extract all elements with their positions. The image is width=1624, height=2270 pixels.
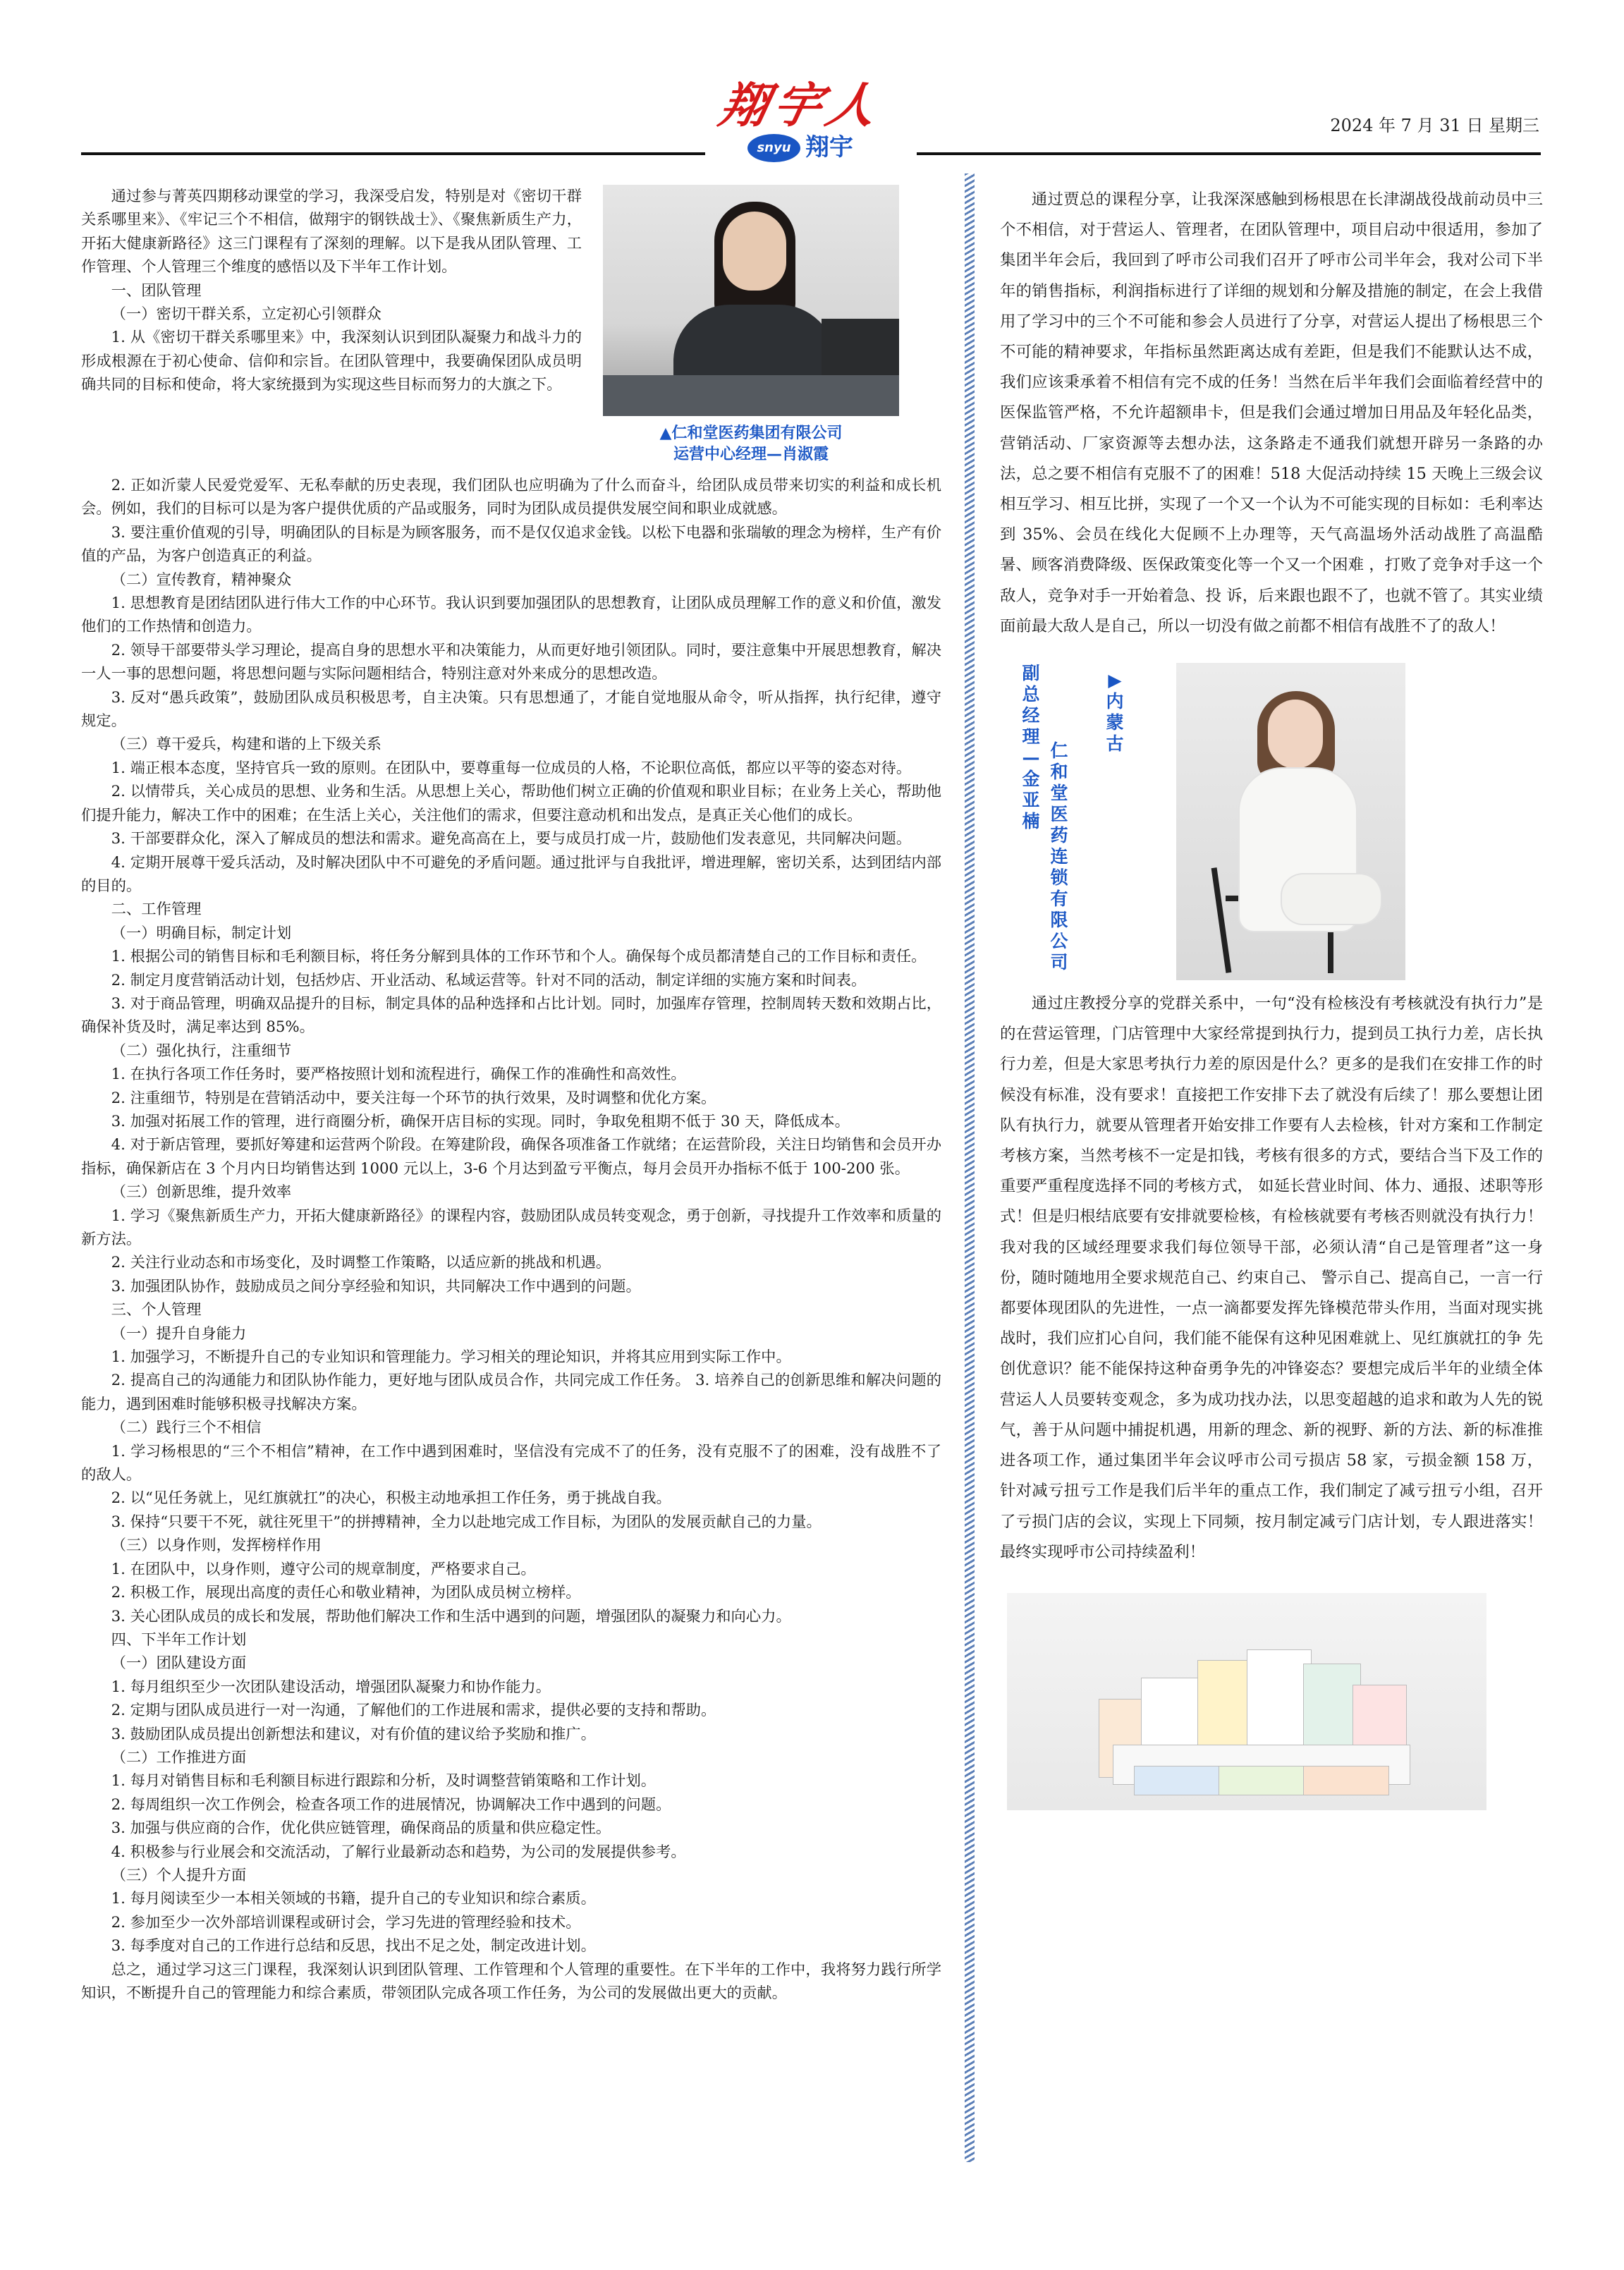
left-body-paragraph: 2. 正如沂蒙人民爱党爱军、无私奉献的历史表现，我们团队也应明确为了什么而奋斗，给团队成员带来切实的利益和成长机会。例如，我们的目标可以是为客户提供优质的产品或服务，同时为团队成员提供发展空间和职业成就感。 bbox=[81, 477, 941, 518]
left-body-paragraph: 2. 参加至少一次外部培训课程或研讨会，学习先进的管理经验和技术。 bbox=[111, 1913, 581, 1932]
left-body-paragraph: 3. 保持“只要干不死，就往死里干”的拼搏精神，全力以赴地完成工作目标，为团队的发展贡献自己的力量。 bbox=[111, 1513, 822, 1531]
product-photo bbox=[1007, 1593, 1486, 1810]
left-body-paragraph: 2. 定期与团队成员进行一对一沟通，了解他们的工作进展和需求，提供必要的支持和帮助。 bbox=[111, 1702, 716, 1720]
left-body-paragraph: （三）尊干爱兵，构建和谐的上下级关系 bbox=[111, 736, 381, 754]
left-body-paragraph: （二）工作推进方面 bbox=[111, 1748, 247, 1766]
left-body-paragraph: 1. 加强学习，不断提升自己的专业知识和管理能力。学习相关的理论知识，并将其应用到实际工作中。 bbox=[111, 1348, 791, 1367]
left-body bbox=[81, 474, 941, 2005]
left-body-paragraph: 4. 定期开展尊干爱兵活动，及时解决团队中不可避免的矛盾问题。通过批评与自我批评，增进理解，密切关系，达到团结内部的目的。 bbox=[81, 853, 941, 895]
left-body-paragraph: 1. 在执行各项工作任务时，要严格按照计划和流程进行，确保工作的准确性和高效性。 bbox=[111, 1066, 686, 1084]
vcaption-region: ▶内蒙古 bbox=[1106, 670, 1124, 755]
left-body-paragraph: 2. 关注行业动态和市场变化，及时调整工作策略，以适应新的挑战和机遇。 bbox=[111, 1254, 611, 1272]
left-body-paragraph: 3. 反对“愚兵政策”，鼓励团队成员积极思考，自主决策。只有思想通了，才能自觉地服从命令，听从指挥，执行纪律，遵守规定。 bbox=[81, 688, 941, 731]
left-body-paragraph: 1. 思想教育是团结团队进行伟大工作的中心环节。我认识到要加强团队的思想教育，让团队成员理解工作的意义和价值，激发他们的工作热情和创造力。 bbox=[81, 594, 941, 636]
left-body-paragraph: 3. 加强团队协作，鼓励成员之间分享经验和知识，共同解决工作中遇到的问题。 bbox=[111, 1277, 641, 1295]
left-column bbox=[81, 185, 941, 2005]
left-body-paragraph: 2. 提高自己的沟通能力和团队协作能力，更好地与团队成员合作，共同完成工作任务。 3. 培养自己的创新思维和解决问题的能力，遇到困难时能够积极寻找解决方案。 bbox=[81, 1372, 941, 1413]
portrait-photo-xiao bbox=[603, 185, 899, 416]
left-body-paragraph: 2. 制定月度营销活动计划，包括炒店、开业活动、私域运营等。针对不同的活动，制定详细的实施方案和时间表。 bbox=[111, 971, 867, 989]
vcaption-person: 副总经理—金亚楠 bbox=[1022, 663, 1040, 832]
section-heading: 一、团队管理 bbox=[111, 281, 202, 300]
left-body-paragraph: 三、个人管理 bbox=[111, 1301, 202, 1319]
left-body-paragraph: 4. 对于新店管理，要抓好筹建和运营两个阶段。在筹建阶段，确保各项准备工作就绪；在运营阶段，关注日均销售和会员开办指标，确保新店在 3 个月内日均销售达到 1000 元以上，3-6 个月达到盈亏平衡点，每月会员开办指标不低于 100-200 张。 bbox=[81, 1136, 941, 1178]
masthead bbox=[0, 0, 1624, 169]
left-body-paragraph: 2. 每周组织一次工作例会，检查各项工作的进展情况，协调解决工作中遇到的问题。 bbox=[111, 1795, 671, 1814]
left-body-paragraph: （一）明确目标，制定计划 bbox=[111, 924, 292, 942]
left-body-paragraph: 3. 加强对拓展工作的管理，进行商圈分析，确保开店目标的实现。同时，争取免租期不低于 30 天，降低成本。 bbox=[111, 1112, 850, 1130]
right-paragraph-2: 通过庄教授分享的党群关系中，一句“没有检核没有考核就没有执行力”是的在营运管理，门店管理中大家经常提到执行力，提到员工执行力差，店长执行力差，但是大家思考执行力差的原因是什么？更多的是我们在安排工作的时候没有标准，没有要求！直接把工作安排下去了就没有后续了！那么要想让团队有执行力，就要从管理者开始安排工作要有人去检核，针对方案和工作制定考核方案，当然考核不一定是扣钱，考核有很多的方式，要结合当下及工作的重要严重程度选择不同的考核方式， 如延长营业时间、体力、通报、述职等形式！但是归根结底要有安排就要检核，有检核就要有考核否则就没有执行力！我对我的区域经理要求我们每位领导干部，必须认清“自己是管理者”这一身份，随时随地用全要求规范自己、约束自己、 警示自己、提高自己，一言一行都要体现团队的先进性，一点一滴都要发挥先锋模范带头作用，当面对现实挑战时，我们应扪心自问，我们能不能保有这种见困难就上、见红旗就扛的争 先创优意识？能不能保持这种奋勇争先的冲锋姿态？要想完成后半年的业绩全体营运人人员要转变观念，多为成功找办法，以思变超越的追求和敢为人先的锐气，善于从问题中捕捉机遇，用新的理念、新的视野、新的方法、新的标准推进各项工作，通过集团半年会议呼市公司亏损店 58 家，亏损金额 158 万，针对减亏扭亏工作是我们后半年的重点工作，我们制定了减亏扭亏小组，召开了亏损门店的会议，实现上下同频，按月制定减亏门店计划，专人跟进落实！最终实现呼市公司持续盈利！ bbox=[1000, 994, 1543, 1561]
brand-script-title: 翔宇人 bbox=[714, 78, 887, 134]
intro-text-block bbox=[81, 185, 582, 397]
left-body-paragraph: 1. 在团队中，以身作则，遵守公司的规章制度，严格要求自己。 bbox=[111, 1560, 536, 1578]
photo-caption-person: 运营中心经理—肖淑霞 bbox=[673, 446, 829, 463]
left-body-paragraph: 1. 端正根本态度，坚持官兵一致的原则。在团队中，要尊重每一位成员的人格，不论职位高低，都应以平等的姿态对待。 bbox=[111, 759, 912, 777]
left-body-paragraph: 3. 对于商品管理，明确双品提升的目标，制定具体的品种选择和占比计划。同时，加强库存管理，控制周转天数和效期占比，确保补货及时，满足率达到 85%。 bbox=[81, 994, 941, 1037]
body-paragraph: 1. 从《密切干群关系哪里来》中，我深刻认识到团队凝聚力和战斗力的形成根源在于初心使命、信仰和宗旨。在团队管理中，我要确保团队成员明确共同的目标和使命，将大家统摄到为实现这些目标而努力的大旗之下。 bbox=[81, 329, 582, 394]
left-body-paragraph: （三）以身作则，发挥榜样作用 bbox=[111, 1537, 322, 1555]
brand-logo-icon: snyu bbox=[747, 134, 800, 162]
left-body-paragraph: 1. 每月对销售目标和毛利额目标进行跟踪和分析，及时调整营销策略和工作计划。 bbox=[111, 1772, 657, 1790]
left-body-paragraph: 3. 要注重价值观的引导，明确团队的目标是为顾客服务，而不是仅仅追求金钱。以松下电器和张瑞敏的理念为榜样，生产有价值的产品，为客户创造真正的利益。 bbox=[81, 523, 941, 566]
portrait-photo-jin bbox=[1176, 663, 1405, 980]
right-paragraph-1: 通过贾总的课程分享，让我深深感触到杨根思在长津湖战役战前动员中三个不相信，对于营运人、管理者，在团队管理中，项目启动中很适用，参加了集团半年会后，我回到了呼市公司我们召开了呼市公司半年会，我对公司下半年的销售指标，利润指标进行了详细的规划和分解及措施的制定，在会上我借用了学习中的三个不可能和参会人员进行了分享，对营运人提出了杨根思三个不可能的精神要求，年指标虽然距离达成有差距，但是我们不能默认达不成，我们应该秉承着不相信有完不成的任务！当然在后半年我们会面临着经营中的医保监管严格，不允许超额串卡，但是我们会通过增加日用品及年轻化品类，营销活动、厂家资源等去想办法，这条路走不通我们就想开辟另一条路的办法，总之要不相信有克服不了的困难！518 大促活动持续 15 天晚上三级会议相互学习、相互比拼，实现了一个又一个认为不可能实现的目标如：毛利率达到 35%、会员在线化大促顾不上办理等，天气高温场外活动战胜了高温酷暑、顾客消费降级、医保政策变化等一个又一个困难 ，打败了竞争对手这一个敌人，竞争对手一开始着急、投 诉，后来跟也跟不了，也就不管了。其实业绩面前最大敌人是自己，所以一切没有做之前都不相信有战胜不了的敌人！ bbox=[1000, 190, 1543, 635]
left-body-paragraph: 3. 鼓励团队成员提出创新想法和建议，对有价值的建议给予奖励和推广。 bbox=[111, 1725, 596, 1743]
portrait-block-jin bbox=[1000, 663, 1543, 980]
subsection-heading: （一）密切干群关系，立定初心引领群众 bbox=[111, 305, 381, 324]
left-body-paragraph: 2. 注重细节，特别是在营销活动中，要关注每一个环节的执行效果，及时调整和优化方案。 bbox=[111, 1089, 716, 1107]
left-body-paragraph: 3. 关心团队成员的成长和发展，帮助他们解决工作和生活中遇到的问题，增强团队的凝聚力和向心力。 bbox=[111, 1607, 791, 1625]
left-body-paragraph: （二）践行三个不相信 bbox=[111, 1419, 262, 1437]
left-body-paragraph: 1. 根据公司的销售目标和毛利额目标，将任务分解到具体的工作环节和个人。确保每个成员都清楚自己的工作目标和责任。 bbox=[111, 948, 927, 966]
left-body-paragraph: 2. 以情带兵，关心成员的思想、业务和生活。从思想上关心，帮助他们树立正确的价值观和职业目标；在业务上关心，帮助他们提升能力，解决工作中的困难；在生活上关心，关注他们的需求，但要注意动机和出发点，是真正关心他们的成长。 bbox=[81, 783, 941, 824]
left-body-paragraph: 总之，通过学习这三门课程，我深刻认识到团队管理、工作管理和个人管理的重要性。在下半年的工作中，我将努力践行所学知识，不断提升自己的管理能力和综合素质，带领团队完成各项工作任务，为公司的发展做出更大的贡献。 bbox=[81, 1960, 941, 2002]
photo-caption-company: ▲仁和堂医药集团有限公司 bbox=[659, 425, 843, 442]
left-body-paragraph: （二）强化执行，注重细节 bbox=[111, 1042, 292, 1060]
left-body-paragraph: 2. 领导干部要带头学习理论，提高自身的思想水平和决策能力，从而更好地引领团队。同时，要注意集中开展思想教育，解决一人一事的思想问题，将思想问题与实际问题相结合，特别注意对外来成分的思想改造。 bbox=[81, 641, 941, 683]
left-body-paragraph: 3. 加强与供应商的合作，优化供应链管理，确保商品的质量和供应稳定性。 bbox=[111, 1819, 611, 1838]
left-body-paragraph: 4. 积极参与行业展会和交流活动，了解行业最新动态和趋势，为公司的发展提供参考。 bbox=[111, 1843, 686, 1861]
left-body-paragraph: （一）团队建设方面 bbox=[111, 1654, 247, 1673]
left-body-paragraph: 1. 每月阅读至少一本相关领域的书籍，提升自己的专业知识和综合素质。 bbox=[111, 1890, 596, 1908]
left-body-paragraph: 1. 学习《聚焦新质生产力，开拓大健康新路径》的课程内容，鼓励团队成员转变观念，勇于创新，寻找提升工作效率和质量的新方法。 bbox=[81, 1207, 941, 1248]
left-body-paragraph: 2. 积极工作，展现出高度的责任心和敬业精神，为团队成员树立榜样。 bbox=[111, 1584, 581, 1602]
column-divider bbox=[965, 173, 975, 2162]
left-body-paragraph: （三）创新思维，提升效率 bbox=[111, 1183, 292, 1202]
left-body-paragraph: 1. 每月组织至少一次团队建设活动，增强团队凝聚力和协作能力。 bbox=[111, 1678, 551, 1696]
left-body-paragraph: 四、下半年工作计划 bbox=[111, 1630, 247, 1649]
intro-paragraph: 通过参与菁英四期移动课堂的学习，我深受启发，特别是对《密切干群关系哪里来》、《牢记三个不相信，做翔宇的钢铁战士》、《聚焦新质生产力，开拓大健康新路径》这三门课程有了深刻的理解。以下是我从团队管理、工作管理、个人管理三个维度的感悟以及下半年工作计划。 bbox=[81, 188, 582, 276]
left-body-paragraph: 2. 以“见任务就上，见红旗就扛”的决心，积极主动地承担工作任务，勇于挑战自我。 bbox=[111, 1489, 671, 1508]
left-body-paragraph: 3. 每季度对自己的工作进行总结和反思，找出不足之处，制定改进计划。 bbox=[111, 1937, 596, 1955]
photo-caption bbox=[603, 423, 899, 465]
vcaption-company: 仁和堂医药连锁有限公司 bbox=[1050, 740, 1068, 973]
left-body-paragraph: （三）个人提升方面 bbox=[111, 1866, 247, 1884]
right-column bbox=[1000, 185, 1543, 1810]
left-body-paragraph: （一）提升自身能力 bbox=[111, 1324, 247, 1343]
left-body-paragraph: 二、工作管理 bbox=[111, 901, 202, 919]
issue-date: 2024 年 7 月 31 日 星期三 bbox=[1330, 116, 1539, 135]
intro-block bbox=[81, 185, 941, 474]
left-body-paragraph: 1. 学习杨根思的“三个不相信”精神，在工作中遇到困难时，坚信没有完成不了的任务，没有克服不了的困难，没有战胜不了的敌人。 bbox=[81, 1442, 941, 1484]
brand-name: 翔宇 bbox=[805, 133, 853, 161]
left-body-paragraph: （二）宣传教育，精神聚众 bbox=[111, 570, 292, 589]
left-body-paragraph: 3. 干部要群众化，深入了解成员的想法和需求。避免高高在上，要与成员打成一片，鼓励他们发表意见，共同解决问题。 bbox=[111, 830, 912, 848]
